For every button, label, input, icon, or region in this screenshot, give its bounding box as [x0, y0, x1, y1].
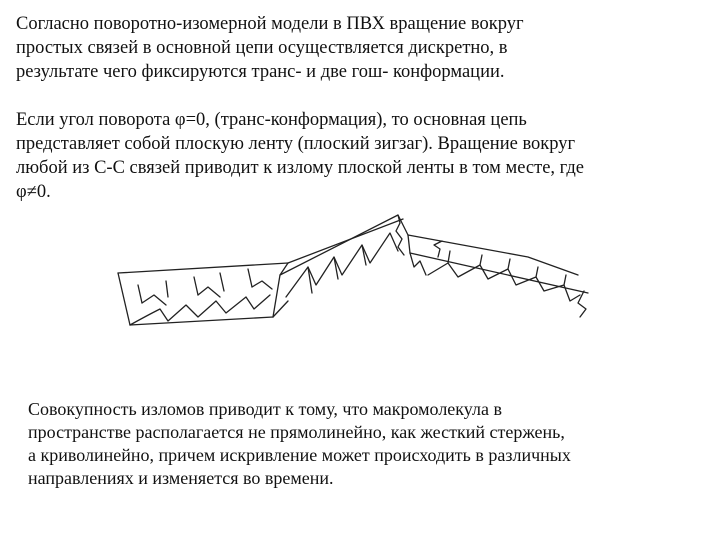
text-line: простых связей в основной цепи осуществляется дискретно, в — [16, 38, 508, 58]
text-line: результате чего фиксируются транс- и две гош- конформации. — [16, 62, 505, 82]
text-line: Если угол поворота φ=0, (транс-конформация), то основная цепь — [16, 110, 527, 130]
paragraph-trans-conformation — [16, 108, 716, 204]
ribbon-segment-middle — [273, 215, 410, 317]
text-line: любой из С-С связей приводит к излому плоской ленты в том месте, где — [16, 158, 584, 178]
kinked-zigzag-ribbon-figure — [108, 205, 608, 345]
text-line: Совокупность изломов приводит к тому, что макромолекула в — [28, 399, 502, 419]
text-line: φ≠0. — [16, 182, 51, 202]
paragraph-rotational-isomer-model — [16, 12, 706, 84]
text-line: а криволинейно, причем искривление может происходить в различных — [28, 445, 571, 465]
paragraph-kinks-conclusion — [28, 398, 708, 490]
text-line: пространстве располагается не прямолинейно, как жесткий стержень, — [28, 422, 565, 442]
ribbon-segment-left — [118, 263, 288, 325]
text-line: представляет собой плоскую ленту (плоский зигзаг). Вращение вокруг — [16, 134, 576, 154]
ribbon-segment-right — [408, 235, 588, 317]
text-line: направлениях и изменяется во времени. — [28, 468, 334, 488]
text-line: Согласно поворотно-изомерной модели в ПВХ вращение вокруг — [16, 14, 524, 34]
